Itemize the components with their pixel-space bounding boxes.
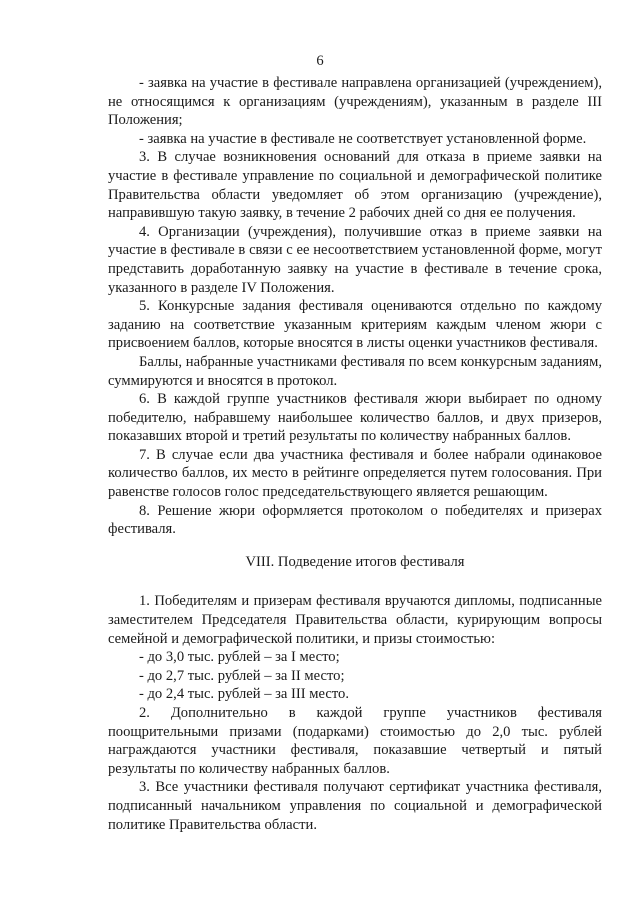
paragraph: 1. Победителям и призерам фестиваля вручаются дипломы, подписанные заместителем Председателя Правительства области, курирующим вопросы семейной и демографической политики, и призы стоимостью: <box>108 593 602 647</box>
paragraph: - заявка на участие в фестивале не соответствует установленной форме. <box>139 130 587 147</box>
paragraph: - до 2,7 тыс. рублей – за II место; <box>139 667 345 684</box>
paragraph: - заявка на участие в фестивале направлена организацией (учреждением), не относящимся к организациям (учреждениям), указанным в разделе III Положения; <box>108 75 602 129</box>
paragraph: 3. Все участники фестиваля получают сертификат участника фестиваля, подписанный начальником управления по социальной и демографической политике Правительства области. <box>108 779 602 833</box>
paragraph: 6. В каждой группе участников фестиваля жюри выбирает по одному победителю, набравшему наибольшее количество баллов, и двух призеров, показавших второй и третий результаты по количеству набранных баллов. <box>108 391 602 445</box>
paragraph: 5. Конкурсные задания фестиваля оцениваются отдельно по каждому заданию на соответствие указанным критериям каждым членом жюри с присвоением баллов, которые вносятся в листы оценки участников фестиваля. <box>108 298 602 352</box>
paragraph: Баллы, набранные участниками фестиваля по всем конкурсным заданиям, суммируются и вносятся в протокол. <box>108 353 602 389</box>
paragraph: 3. В случае возникновения оснований для отказа в приеме заявки на участие в фестивале управление по социальной и демографической политике Правительства области уведомляет об этом организацию (учреждение), направившую такую заявку, в течение 2 рабочих дней со дня ее получения. <box>108 149 602 222</box>
paragraph: 7. В случае если два участника фестиваля и более набрали одинаковое количество баллов, их место в рейтинге определяется путем голосования. При равенстве голосов голос председательствующего является решающим. <box>108 446 602 501</box>
paragraph: 4. Организации (учреждения), получившие отказ в приеме заявки на участие в фестивале в связи с ее несоответствием установленной форме, могут представить доработанную заявку на участие в фестивале в течение срока, указанного в разделе IV Положения. <box>108 223 602 296</box>
paragraph: - до 3,0 тыс. рублей – за I место; <box>139 649 340 666</box>
document-body <box>108 74 602 834</box>
section-heading: VIII. Подведение итогов фестиваля <box>245 553 465 570</box>
paragraph: 2. Дополнительно в каждой группе участников фестиваля поощрительными призами (подарками) стоимостью до 2,0 тыс. рублей награждаются участники фестиваля, показавшие четвертый и пятый результаты по количеству набранных баллов. <box>108 705 602 777</box>
page-number: 6 <box>316 53 324 69</box>
paragraph: - до 2,4 тыс. рублей – за III место. <box>139 686 349 703</box>
paragraph: 8. Решение жюри оформляется протоколом о победителях и призерах фестиваля. <box>108 502 602 538</box>
